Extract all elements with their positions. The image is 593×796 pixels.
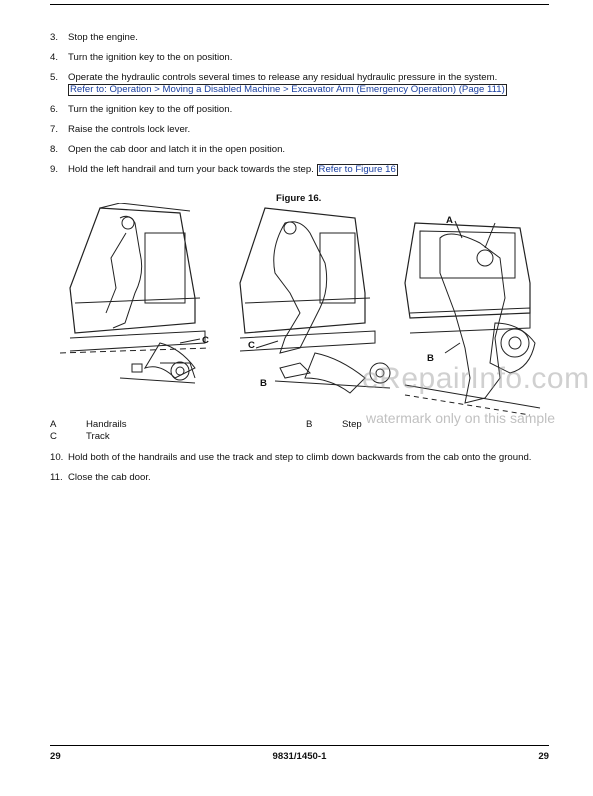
step-10 [50,452,550,464]
watermark-note: watermark only on this sample [366,410,556,426]
document-code: 9831/1450-1 [272,751,327,762]
legend-key: C [50,431,57,442]
page-number-left: 29 [50,751,61,762]
step-text: Open the cab door and latch it in the open position. [68,144,286,155]
step-text: Turn the ignition key to the off position. [68,104,233,115]
legend-value: Track [86,431,110,442]
step-number: 4. [50,52,59,63]
callout-b-panel-3: B [427,353,434,364]
callout-a-panel-3: A [446,215,453,226]
step-7 [50,124,550,136]
procedure-steps [50,32,550,184]
page-number-right: 29 [538,751,549,762]
callout-c-panel-2: C [248,340,255,351]
step-number: 9. [50,164,59,175]
figure-reference-link[interactable]: Refer to Figure 16 [318,164,396,175]
step-3 [50,32,550,44]
step-text: Turn the ignition key to the on position. [68,52,233,63]
step-text: Hold both of the handrails and use the track and step to climb down backwards from the cab onto the ground. [68,452,532,463]
step-8 [50,144,550,156]
step-number: 7. [50,124,59,135]
callout-b-panel-2: B [260,378,267,389]
step-text: Stop the engine. [68,32,138,43]
legend-key: A [50,419,57,430]
watermark-brand: eRepairInfo.com [362,362,590,395]
step-9 [50,164,550,176]
legend-row [50,431,550,443]
step-11 [50,472,550,484]
step-number: 10. [50,452,64,463]
legend-value: Step [342,419,362,430]
step-5 [50,72,550,96]
step-6 [50,104,550,116]
step-text: Raise the controls lock lever. [68,124,191,135]
step-text: Close the cab door. [68,472,151,483]
procedure-steps-continued [50,452,550,492]
figure-title: Figure 16. [276,193,322,204]
footer-rule [50,745,549,746]
step-number: 6. [50,104,59,115]
callout-c-panel-1: C [202,335,209,346]
legend-value: Handrails [86,419,127,430]
panel-1-drawing [60,203,210,383]
step-text: Hold the left handrail and turn your back towards the step. [68,164,314,175]
cross-reference-link[interactable]: Refer to: Operation > Moving a Disabled Machine > Excavator Arm (Emergency Operation) (Page 111) [70,84,505,95]
step-4 [50,52,550,64]
step-number: 8. [50,144,59,155]
header-rule [50,4,549,5]
step-number: 3. [50,32,59,43]
step-text: Operate the hydraulic controls several times to release any residual hydraulic pressure in the system. [68,72,498,83]
step-number: 5. [50,72,59,83]
legend-key: B [306,419,313,430]
step-number: 11. [50,472,63,483]
